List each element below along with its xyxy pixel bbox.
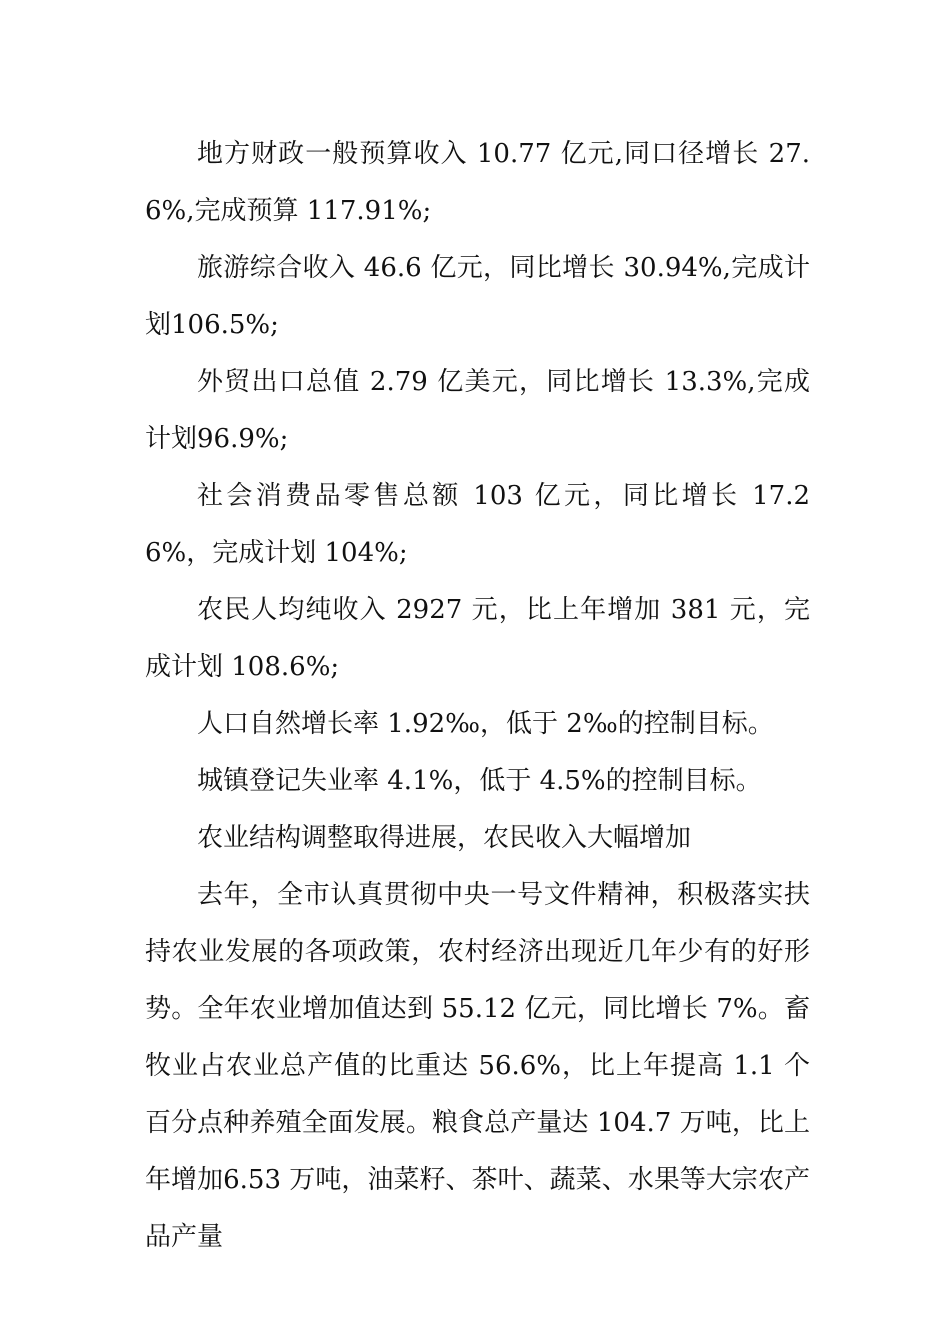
paragraph-agriculture-detail: 去年，全市认真贯彻中央一号文件精神，积极落实扶持农业发展的各项政策，农村经济出现近几年少有的好形势。全年农业增加值达到 55.12 亿元，同比增长 7%。畜牧业占农业总产值的比重达 56.6%，比上年提高 1.1 个百分点种养殖全面发展。粮食总产量达 104.7 万吨，比上年增加6.53 万吨，油菜籽、茶叶、蔬菜、水果等大宗农产品产量 xyxy=(145,880,810,1252)
section-heading-agriculture: 农业结构调整取得进展，农民收入大幅增加 xyxy=(197,823,692,853)
paragraph-retail-sales: 社会消费品零售总额 103 亿元，同比增长 17.26%，完成计划 104%; xyxy=(145,481,810,568)
paragraph-fiscal-revenue: 地方财政一般预算收入 10.77 亿元,同口径增长 27.6%,完成预算 117.91%; xyxy=(145,139,810,226)
paragraph-population-growth: 人口自然增长率 1.92‰，低于 2‰的控制目标。 xyxy=(197,709,774,739)
paragraph-tourism-revenue: 旅游综合收入 46.6 亿元，同比增长 30.94%,完成计划106.5%; xyxy=(145,253,810,340)
paragraph-farmer-income: 农民人均纯收入 2927 元，比上年增加 381 元，完成计划 108.6%; xyxy=(145,595,810,682)
document-body xyxy=(145,126,810,1266)
paragraph-unemployment: 城镇登记失业率 4.1%，低于 4.5%的控制目标。 xyxy=(197,766,762,796)
paragraph-foreign-trade: 外贸出口总值 2.79 亿美元，同比增长 13.3%,完成计划96.9%; xyxy=(145,367,810,454)
